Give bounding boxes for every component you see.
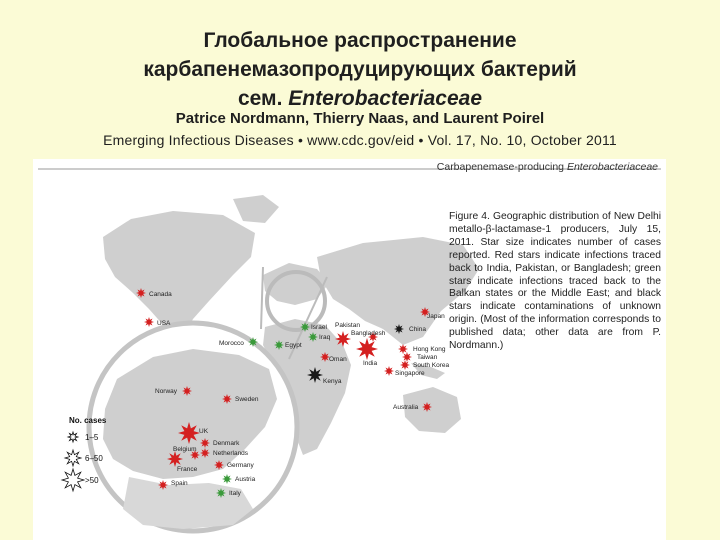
label-japan: Japan bbox=[427, 313, 445, 320]
authors: Patrice Nordmann, Thierry Naas, and Laurent Poirel bbox=[175, 110, 545, 127]
star-italy bbox=[216, 488, 226, 498]
greenland bbox=[233, 195, 279, 223]
figure-map bbox=[33, 159, 666, 540]
star-india bbox=[356, 338, 378, 360]
label-belgium: Belgium bbox=[173, 446, 197, 453]
star-kenya bbox=[307, 367, 323, 383]
label-egypt: Egypt bbox=[285, 342, 302, 349]
title-family-name: Enterobacteriaceae bbox=[288, 87, 483, 110]
label-sweden: Sweden bbox=[235, 396, 259, 403]
label-denmark: Denmark bbox=[213, 440, 240, 447]
star-south-korea bbox=[400, 360, 410, 370]
star-norway bbox=[182, 386, 192, 396]
legend-large-label: >50 bbox=[85, 476, 99, 485]
label-canada: Canada bbox=[149, 291, 172, 298]
label-singapore: Singapore bbox=[395, 370, 425, 377]
star-austria bbox=[222, 474, 232, 484]
figure-header-family: Enterobacteriaceae bbox=[566, 161, 658, 173]
figure-caption: Figure 4. Geographic distribution of New Delhi metallo-β-lactamase-1 producers, July 15, 2011. Star size indicates number of cases reported. Red stars indicate infections traced back to India, Pakistan, or Bangladesh; green stars indicate infections traced back to the Balkan states or the Middle East; and black stars indicate contaminations of unknown origin. (Most of the information corresponds to published data; other data are from P. Nordmann.) bbox=[449, 211, 661, 352]
label-bangladesh: Bangladesh bbox=[351, 330, 386, 337]
label-uk: UK bbox=[199, 428, 209, 435]
star-spain bbox=[158, 480, 168, 490]
star-hong-kong bbox=[398, 344, 408, 354]
figure-header bbox=[33, 161, 658, 173]
star-usa bbox=[144, 317, 154, 327]
label-australia: Australia bbox=[393, 404, 419, 411]
label-kenya: Kenya bbox=[323, 378, 342, 385]
label-taiwan: Taiwan bbox=[417, 354, 438, 361]
star-singapore bbox=[384, 366, 394, 376]
star-israel bbox=[300, 322, 310, 332]
label-italy: Italy bbox=[229, 490, 241, 497]
label-iraq: Iraq bbox=[319, 334, 331, 341]
title-line-2: карбапенемазопродуцирующих бактерий bbox=[143, 58, 577, 81]
legend-small-label: 1–5 bbox=[85, 433, 99, 442]
label-pakistan: Pakistan bbox=[335, 322, 360, 329]
label-norway: Norway bbox=[155, 388, 178, 395]
title-prefix: сем. bbox=[237, 87, 289, 110]
citation: Emerging Infectious Diseases • www.cdc.gov/eid • Vol. 17, No. 10, October 2011 bbox=[103, 132, 617, 148]
star-pakistan bbox=[335, 331, 351, 347]
star-australia bbox=[422, 402, 432, 412]
star-canada bbox=[136, 288, 146, 298]
legend-medium-label: 6–50 bbox=[85, 454, 103, 463]
legend-star-large bbox=[62, 469, 84, 491]
title-line-3 bbox=[60, 84, 660, 113]
label-netherlands: Netherlands bbox=[213, 450, 249, 457]
star-china bbox=[394, 324, 404, 334]
label-austria: Austria bbox=[235, 476, 256, 483]
star-egypt bbox=[274, 340, 284, 350]
star-taiwan bbox=[402, 352, 412, 362]
star-germany bbox=[214, 460, 224, 470]
label-india: India bbox=[363, 360, 378, 367]
label-germany: Germany bbox=[227, 462, 254, 469]
label-usa: USA bbox=[157, 320, 171, 327]
label-spain: Spain bbox=[171, 480, 188, 487]
legend-star-medium bbox=[65, 450, 81, 466]
star-sweden bbox=[222, 394, 232, 404]
slide-title bbox=[60, 26, 660, 113]
label-israel: Israel bbox=[311, 324, 327, 331]
star-iraq bbox=[308, 332, 318, 342]
label-south-korea: South Korea bbox=[413, 362, 450, 369]
label-france: France bbox=[177, 466, 198, 473]
label-oman: Oman bbox=[329, 356, 347, 363]
label-hong-kong: Hong Kong bbox=[413, 346, 446, 353]
north-america bbox=[103, 211, 255, 337]
star-denmark bbox=[200, 438, 210, 448]
star-uk bbox=[178, 422, 200, 444]
figure-header-prefix: Carbapenemase-producing bbox=[436, 161, 567, 173]
label-china: China bbox=[409, 326, 426, 333]
star-france bbox=[167, 451, 183, 467]
legend-star-small bbox=[68, 432, 78, 442]
label-morocco: Morocco bbox=[219, 340, 244, 347]
title-line-1: Глобальное распространение bbox=[203, 29, 517, 52]
legend-star-samples bbox=[62, 432, 84, 491]
legend-title: No. cases bbox=[69, 416, 107, 425]
star-netherlands bbox=[200, 448, 210, 458]
star-morocco bbox=[248, 337, 258, 347]
